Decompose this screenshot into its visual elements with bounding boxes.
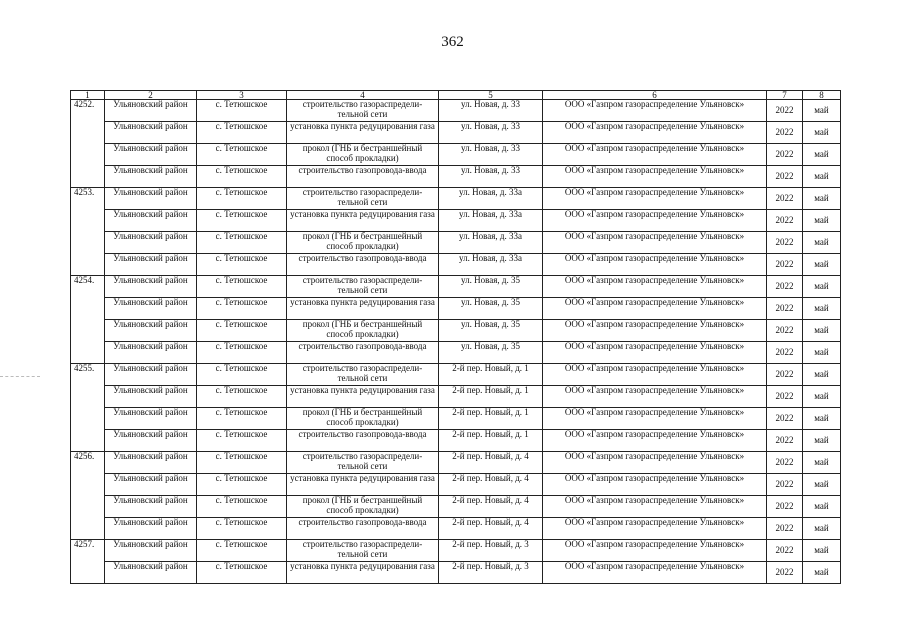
table-row [71, 562, 841, 584]
organization-cell: ООО «Газпром газораспределение Ульяновск» [543, 386, 767, 408]
table-row [71, 144, 841, 166]
month-cell: май [803, 254, 841, 276]
work-type-cell: установка пункта редуцирования газа [287, 562, 439, 584]
district-cell: Ульяновский район [105, 408, 197, 430]
address-cell: ул. Новая, д. 33 [439, 122, 543, 144]
organization-cell: ООО «Газпром газораспределение Ульяновск» [543, 562, 767, 584]
col-header-4: 4 [287, 91, 439, 100]
scan-artifact [0, 376, 40, 378]
year-cell: 2022 [767, 298, 803, 320]
month-cell: май [803, 540, 841, 562]
settlement-cell: с. Тетюшское [197, 320, 287, 342]
col-header-3: 3 [197, 91, 287, 100]
work-type-cell: прокол (ГНБ и бестраншейный способ прокладки) [287, 320, 439, 342]
year-cell: 2022 [767, 166, 803, 188]
settlement-cell: с. Тетюшское [197, 144, 287, 166]
organization-cell: ООО «Газпром газораспределение Ульяновск» [543, 144, 767, 166]
header-row [71, 91, 841, 100]
object-number-cell: 4255. [71, 364, 105, 452]
organization-cell: ООО «Газпром газораспределение Ульяновск» [543, 452, 767, 474]
schedule-table [70, 90, 841, 584]
table-row [71, 386, 841, 408]
settlement-cell: с. Тетюшское [197, 166, 287, 188]
year-cell: 2022 [767, 210, 803, 232]
district-cell: Ульяновский район [105, 254, 197, 276]
settlement-cell: с. Тетюшское [197, 518, 287, 540]
address-cell: 2-й пер. Новый, д. 4 [439, 474, 543, 496]
year-cell: 2022 [767, 518, 803, 540]
work-type-cell: строительство газораспредели-тельной сети [287, 100, 439, 122]
organization-cell: ООО «Газпром газораспределение Ульяновск» [543, 496, 767, 518]
district-cell: Ульяновский район [105, 452, 197, 474]
table-row [71, 166, 841, 188]
work-type-cell: строительство газопровода-ввода [287, 166, 439, 188]
settlement-cell: с. Тетюшское [197, 452, 287, 474]
organization-cell: ООО «Газпром газораспределение Ульяновск» [543, 518, 767, 540]
table-row [71, 430, 841, 452]
work-type-cell: строительство газопровода-ввода [287, 430, 439, 452]
month-cell: май [803, 518, 841, 540]
organization-cell: ООО «Газпром газораспределение Ульяновск» [543, 342, 767, 364]
work-type-cell: строительство газопровода-ввода [287, 254, 439, 276]
object-number-cell: 4253. [71, 188, 105, 276]
address-cell: ул. Новая, д. 35 [439, 276, 543, 298]
organization-cell: ООО «Газпром газораспределение Ульяновск» [543, 166, 767, 188]
district-cell: Ульяновский район [105, 386, 197, 408]
col-header-6: 6 [543, 91, 767, 100]
address-cell: 2-й пер. Новый, д. 1 [439, 386, 543, 408]
month-cell: май [803, 320, 841, 342]
district-cell: Ульяновский район [105, 540, 197, 562]
organization-cell: ООО «Газпром газораспределение Ульяновск» [543, 430, 767, 452]
work-type-cell: строительство газораспредели-тельной сети [287, 276, 439, 298]
settlement-cell: с. Тетюшское [197, 298, 287, 320]
month-cell: май [803, 232, 841, 254]
organization-cell: ООО «Газпром газораспределение Ульяновск» [543, 364, 767, 386]
table-row [71, 452, 841, 474]
district-cell: Ульяновский район [105, 232, 197, 254]
district-cell: Ульяновский район [105, 562, 197, 584]
month-cell: май [803, 100, 841, 122]
table-row [71, 364, 841, 386]
year-cell: 2022 [767, 188, 803, 210]
table-row [71, 210, 841, 232]
district-cell: Ульяновский район [105, 320, 197, 342]
district-cell: Ульяновский район [105, 474, 197, 496]
organization-cell: ООО «Газпром газораспределение Ульяновск» [543, 474, 767, 496]
settlement-cell: с. Тетюшское [197, 254, 287, 276]
settlement-cell: с. Тетюшское [197, 276, 287, 298]
settlement-cell: с. Тетюшское [197, 562, 287, 584]
address-cell: 2-й пер. Новый, д. 4 [439, 496, 543, 518]
year-cell: 2022 [767, 452, 803, 474]
organization-cell: ООО «Газпром газораспределение Ульяновск» [543, 188, 767, 210]
work-type-cell: установка пункта редуцирования газа [287, 298, 439, 320]
month-cell: май [803, 364, 841, 386]
year-cell: 2022 [767, 562, 803, 584]
district-cell: Ульяновский район [105, 188, 197, 210]
district-cell: Ульяновский район [105, 166, 197, 188]
month-cell: май [803, 342, 841, 364]
year-cell: 2022 [767, 342, 803, 364]
district-cell: Ульяновский район [105, 342, 197, 364]
month-cell: май [803, 276, 841, 298]
month-cell: май [803, 408, 841, 430]
organization-cell: ООО «Газпром газораспределение Ульяновск» [543, 408, 767, 430]
address-cell: ул. Новая, д. 33 [439, 100, 543, 122]
table-row [71, 518, 841, 540]
work-type-cell: установка пункта редуцирования газа [287, 474, 439, 496]
address-cell: ул. Новая, д. 33а [439, 254, 543, 276]
work-type-cell: прокол (ГНБ и бестраншейный способ прокладки) [287, 408, 439, 430]
address-cell: ул. Новая, д. 33а [439, 210, 543, 232]
district-cell: Ульяновский район [105, 298, 197, 320]
address-cell: 2-й пер. Новый, д. 4 [439, 518, 543, 540]
work-type-cell: строительство газораспредели-тельной сети [287, 452, 439, 474]
month-cell: май [803, 188, 841, 210]
district-cell: Ульяновский район [105, 364, 197, 386]
table-row [71, 254, 841, 276]
col-header-5: 5 [439, 91, 543, 100]
district-cell: Ульяновский район [105, 210, 197, 232]
organization-cell: ООО «Газпром газораспределение Ульяновск» [543, 276, 767, 298]
work-type-cell: прокол (ГНБ и бестраншейный способ прокладки) [287, 144, 439, 166]
table-row [71, 276, 841, 298]
year-cell: 2022 [767, 100, 803, 122]
settlement-cell: с. Тетюшское [197, 122, 287, 144]
work-type-cell: строительство газопровода-ввода [287, 518, 439, 540]
organization-cell: ООО «Газпром газораспределение Ульяновск» [543, 540, 767, 562]
year-cell: 2022 [767, 254, 803, 276]
district-cell: Ульяновский район [105, 122, 197, 144]
table-row [71, 320, 841, 342]
object-number-cell: 4256. [71, 452, 105, 540]
month-cell: май [803, 430, 841, 452]
month-cell: май [803, 452, 841, 474]
settlement-cell: с. Тетюшское [197, 210, 287, 232]
settlement-cell: с. Тетюшское [197, 540, 287, 562]
district-cell: Ульяновский район [105, 144, 197, 166]
year-cell: 2022 [767, 474, 803, 496]
year-cell: 2022 [767, 122, 803, 144]
month-cell: май [803, 166, 841, 188]
address-cell: ул. Новая, д. 35 [439, 320, 543, 342]
address-cell: ул. Новая, д. 35 [439, 342, 543, 364]
organization-cell: ООО «Газпром газораспределение Ульяновск» [543, 254, 767, 276]
settlement-cell: с. Тетюшское [197, 342, 287, 364]
address-cell: 2-й пер. Новый, д. 4 [439, 452, 543, 474]
table-row [71, 232, 841, 254]
address-cell: 2-й пер. Новый, д. 1 [439, 430, 543, 452]
organization-cell: ООО «Газпром газораспределение Ульяновск» [543, 122, 767, 144]
month-cell: май [803, 298, 841, 320]
table-row [71, 298, 841, 320]
work-type-cell: прокол (ГНБ и бестраншейный способ прокладки) [287, 496, 439, 518]
district-cell: Ульяновский район [105, 496, 197, 518]
table-row [71, 408, 841, 430]
table-row [71, 540, 841, 562]
work-type-cell: строительство газопровода-ввода [287, 342, 439, 364]
month-cell: май [803, 122, 841, 144]
settlement-cell: с. Тетюшское [197, 474, 287, 496]
table-row [71, 188, 841, 210]
settlement-cell: с. Тетюшское [197, 364, 287, 386]
settlement-cell: с. Тетюшское [197, 100, 287, 122]
table-body [71, 100, 841, 584]
year-cell: 2022 [767, 408, 803, 430]
address-cell: ул. Новая, д. 35 [439, 298, 543, 320]
col-header-1: 1 [71, 91, 105, 100]
organization-cell: ООО «Газпром газораспределение Ульяновск» [543, 320, 767, 342]
organization-cell: ООО «Газпром газораспределение Ульяновск» [543, 298, 767, 320]
object-number-cell: 4257. [71, 540, 105, 584]
month-cell: май [803, 386, 841, 408]
month-cell: май [803, 210, 841, 232]
work-type-cell: установка пункта редуцирования газа [287, 386, 439, 408]
table-row [71, 342, 841, 364]
month-cell: май [803, 474, 841, 496]
district-cell: Ульяновский район [105, 518, 197, 540]
address-cell: 2-й пер. Новый, д. 1 [439, 364, 543, 386]
settlement-cell: с. Тетюшское [197, 232, 287, 254]
organization-cell: ООО «Газпром газораспределение Ульяновск» [543, 210, 767, 232]
organization-cell: ООО «Газпром газораспределение Ульяновск» [543, 100, 767, 122]
month-cell: май [803, 496, 841, 518]
address-cell: ул. Новая, д. 33 [439, 144, 543, 166]
settlement-cell: с. Тетюшское [197, 408, 287, 430]
settlement-cell: с. Тетюшское [197, 430, 287, 452]
address-cell: ул. Новая, д. 33а [439, 188, 543, 210]
table-row [71, 474, 841, 496]
year-cell: 2022 [767, 430, 803, 452]
work-type-cell: установка пункта редуцирования газа [287, 122, 439, 144]
settlement-cell: с. Тетюшское [197, 386, 287, 408]
address-cell: 2-й пер. Новый, д. 3 [439, 562, 543, 584]
month-cell: май [803, 144, 841, 166]
work-type-cell: строительство газораспредели-тельной сети [287, 540, 439, 562]
col-header-2: 2 [105, 91, 197, 100]
object-number-cell: 4254. [71, 276, 105, 364]
district-cell: Ульяновский район [105, 276, 197, 298]
year-cell: 2022 [767, 496, 803, 518]
page-number: 362 [441, 34, 464, 50]
year-cell: 2022 [767, 276, 803, 298]
work-type-cell: строительство газораспредели-тельной сети [287, 188, 439, 210]
settlement-cell: с. Тетюшское [197, 496, 287, 518]
table-row [71, 100, 841, 122]
year-cell: 2022 [767, 386, 803, 408]
address-cell: 2-й пер. Новый, д. 3 [439, 540, 543, 562]
table-row [71, 122, 841, 144]
organization-cell: ООО «Газпром газораспределение Ульяновск» [543, 232, 767, 254]
table-row [71, 496, 841, 518]
year-cell: 2022 [767, 320, 803, 342]
work-type-cell: установка пункта редуцирования газа [287, 210, 439, 232]
year-cell: 2022 [767, 232, 803, 254]
col-header-8: 8 [803, 91, 841, 100]
year-cell: 2022 [767, 540, 803, 562]
address-cell: ул. Новая, д. 33 [439, 166, 543, 188]
settlement-cell: с. Тетюшское [197, 188, 287, 210]
col-header-7: 7 [767, 91, 803, 100]
work-type-cell: прокол (ГНБ и бестраншейный способ прокладки) [287, 232, 439, 254]
address-cell: 2-й пер. Новый, д. 1 [439, 408, 543, 430]
object-number-cell: 4252. [71, 100, 105, 188]
address-cell: ул. Новая, д. 33а [439, 232, 543, 254]
month-cell: май [803, 562, 841, 584]
district-cell: Ульяновский район [105, 100, 197, 122]
work-type-cell: строительство газораспредели-тельной сети [287, 364, 439, 386]
year-cell: 2022 [767, 144, 803, 166]
year-cell: 2022 [767, 364, 803, 386]
district-cell: Ульяновский район [105, 430, 197, 452]
